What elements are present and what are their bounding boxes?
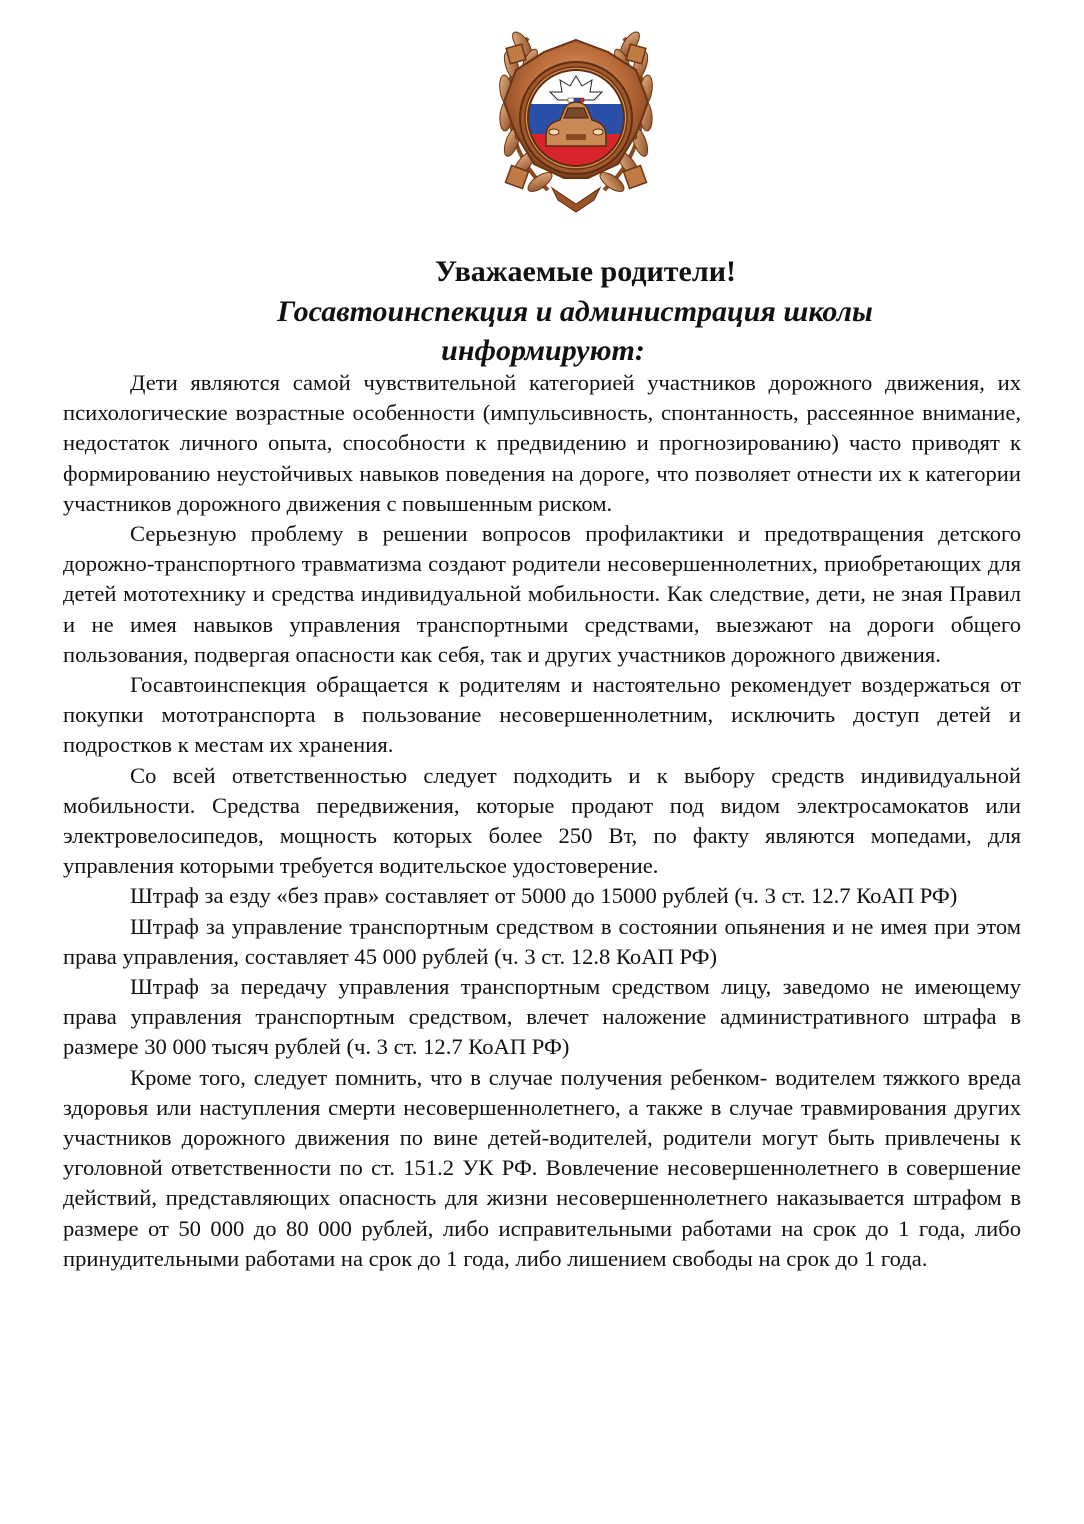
paragraph-fine-drunk-driving: Штраф за управление транспортным средством в состоянии опьянения и не имея при этом права управления, составляет 45 000 рублей (ч. 3 ст. 12.8 КоАП РФ) bbox=[63, 913, 1021, 969]
paragraph-recommendation: Госавтоинспекция обращается к родителям и настоятельно рекомендует воздержаться от покупки мототранспорта в пользование несовершеннолетним, исключить доступ детей и подростков к местам их хранения. bbox=[63, 672, 1021, 758]
paragraph-fine-transfer-control: Штраф за передачу управления транспортным средством лицу, заведомо не имеющему права управления транспортным средством, влечет наложение административного штрафа в размере 30 000 тысяч рублей (ч. 3 ст. 12.7 КоАП РФ) bbox=[63, 974, 1021, 1060]
paragraph-mobility-devices: Со всей ответственностью следует подходить и к выбору средств индивидуальной мобильности. Средства передвижения, которые продают под видом электросамокатов или электровелосипедов, мощность которых более 250 Вт, по факту являются мопедами, для управления которыми требуется водительское удостоверение. bbox=[63, 762, 1021, 879]
page-subtitle-line-1: Госавтоинспекция и администрация школы bbox=[277, 295, 873, 328]
paragraph-criminal-liability: Кроме того, следует помнить, что в случае получения ребенком- водителем тяжкого вреда здоровья или наступления смерти несовершеннолетнего, а также в случае травмирования других участников дорожного движения по вине детей-водителей, родители могут быть привлечены к уголовной ответственности по ст. 151.2 УК РФ. Вовлечение несовершеннолетнего в совершение действий, представляющих опасность для жизни несовершеннолетнего наказывается штрафом в размере от 50 000 до 80 000 рублей, либо исправительными работами на срок до 1 года, либо принудительными работами на срок до 1 года, либо лишением свободы на срок до 1 года. bbox=[63, 1064, 1021, 1271]
page-subtitle-line-2: информируют: bbox=[441, 334, 645, 367]
notice-body bbox=[63, 368, 1021, 1274]
page-title: Уважаемые родители! bbox=[435, 255, 736, 288]
ribbon-icon bbox=[552, 188, 600, 212]
paragraph-children-risk: Дети являются самой чувствительной категорией участников дорожного движения, их психологические возрастные особенности (импульсивность, спонтанность, рассеянное внимание, недостаток личного опыта, способности к предвидению и прогнозированию) часто приводят к формированию неустойчивых навыков поведения на дороге, что позволяет отнести их к категории участников дорожного движения с повышенным риском. bbox=[63, 370, 1021, 516]
paragraph-fine-no-license: Штраф за езду «без прав» составляет от 5000 до 15000 рублей (ч. 3 ст. 12.7 КоАП РФ) bbox=[130, 883, 958, 909]
paragraph-parents-problem: Серьезную проблему в решении вопросов профилактики и предотвращения детского дорожно-транспортного травматизма создают родители несовершеннолетних, приобретающих для детей мототехнику и средства индивидуальной мобильности. Как следствие, дети, не зная Правил и не имея навыков управления транспортными средствами, выезжают на дороги общего пользования, подвергая опасности как себя, так и других участников дорожного движения. bbox=[63, 521, 1021, 667]
traffic-police-emblem-icon bbox=[468, 18, 684, 214]
